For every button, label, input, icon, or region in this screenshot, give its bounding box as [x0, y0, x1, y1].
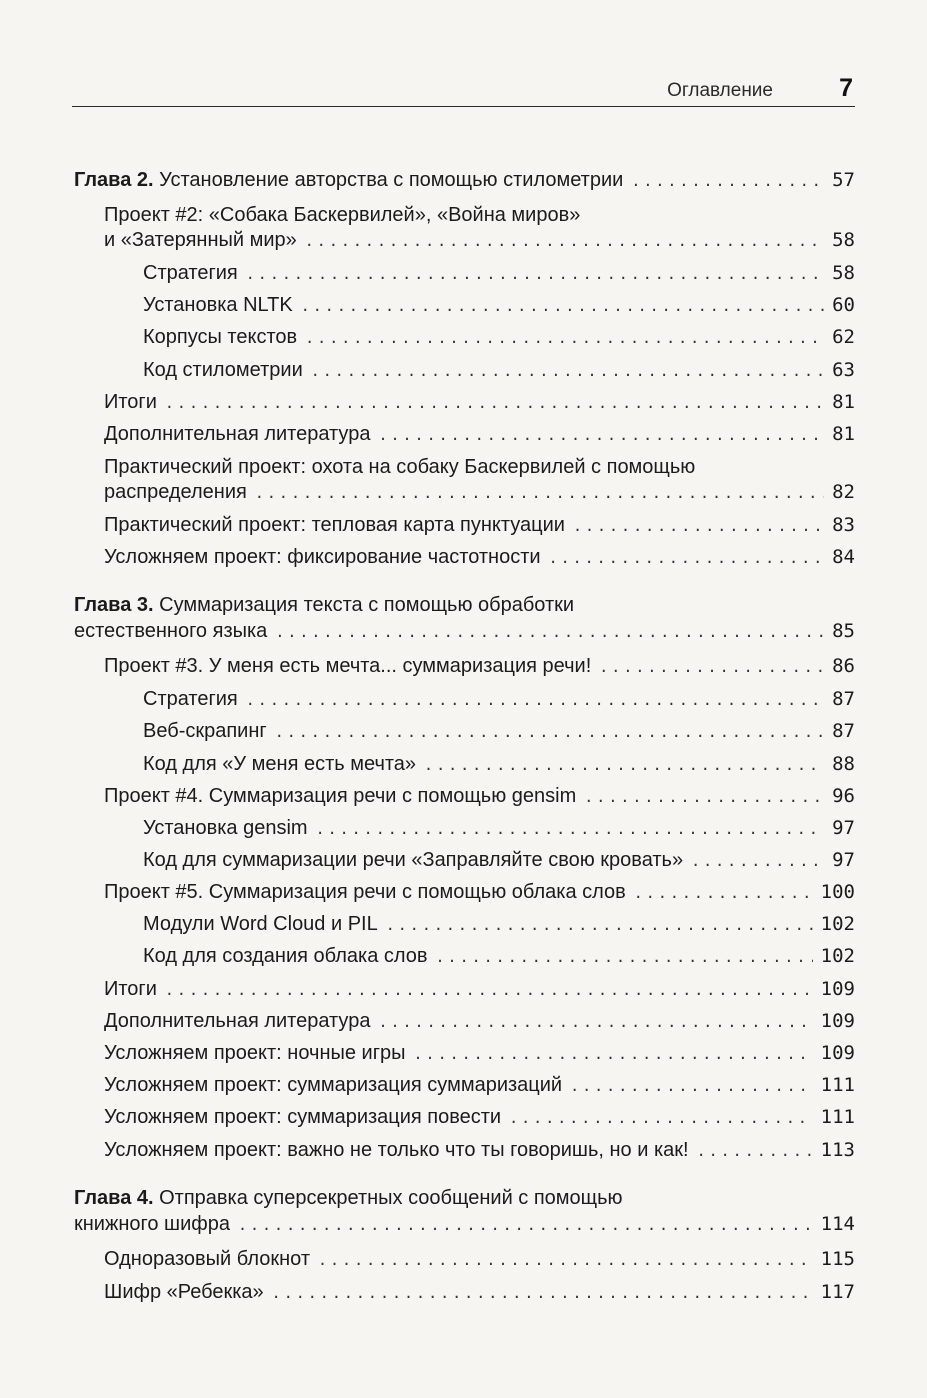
- toc-entry[interactable]: [104, 1104, 855, 1130]
- entry-page: 58: [832, 229, 855, 251]
- header-title: Оглавление: [667, 80, 773, 101]
- entry-page: 109: [820, 978, 855, 1000]
- toc-entry[interactable]: [143, 718, 855, 744]
- entry-page: 87: [832, 720, 855, 742]
- entry-title: Стратегия: [143, 688, 238, 710]
- entry-page: 81: [832, 423, 855, 445]
- leader-dots: [691, 848, 824, 874]
- toc-entry[interactable]: [104, 389, 855, 415]
- entry-title-line1: [74, 592, 574, 618]
- leader-dots: [238, 1212, 813, 1238]
- entry-page: 115: [820, 1248, 855, 1270]
- entry-page: 63: [832, 359, 855, 381]
- entry-page: 82: [832, 481, 855, 503]
- chapter-label: Глава 4.: [74, 1187, 154, 1209]
- toc-entry[interactable]: [104, 1008, 855, 1034]
- toc-entry[interactable]: [143, 751, 855, 777]
- entry-page: 88: [832, 753, 855, 775]
- toc-entry[interactable]: [104, 1279, 855, 1305]
- toc-entry[interactable]: [104, 1040, 855, 1066]
- entry-title: Дополнительная литература: [104, 1010, 371, 1032]
- leader-dots: [599, 654, 824, 680]
- entry-title: книжного шифра: [74, 1213, 230, 1235]
- toc-entry[interactable]: [143, 686, 855, 712]
- leader-dots: [305, 325, 824, 351]
- entry-page: 109: [820, 1010, 855, 1032]
- leader-dots: [436, 944, 813, 970]
- leader-dots: [414, 1041, 813, 1067]
- entry-title: Шифр «Ребекка»: [104, 1281, 264, 1303]
- entry-title: Установление авторства с помощью стилометрии: [153, 169, 624, 191]
- entry-page: 113: [820, 1139, 855, 1161]
- leader-dots: [697, 1138, 813, 1164]
- leader-dots: [311, 358, 824, 384]
- leader-dots: [509, 1105, 813, 1131]
- leader-dots: [316, 816, 825, 842]
- entry-page: 83: [832, 514, 855, 536]
- entry-title: Стратегия: [143, 262, 238, 284]
- chapter-label: Глава 3.: [74, 594, 154, 616]
- chapter-label: Глава 2.: [74, 169, 154, 191]
- toc-entry[interactable]: [104, 1072, 855, 1098]
- toc-entry[interactable]: [104, 421, 855, 447]
- running-header: [72, 72, 855, 107]
- entry-title: Установка NLTK: [143, 294, 293, 316]
- leader-dots: [301, 293, 824, 319]
- entry-title: Модули Word Cloud и PIL: [143, 913, 378, 935]
- entry-title-line1: [74, 1185, 623, 1211]
- leader-dots: [549, 545, 825, 571]
- entry-page: 114: [820, 1213, 855, 1235]
- entry-title: Одноразовый блокнот: [104, 1248, 310, 1270]
- entry-title: Код для суммаризации речи «Заправляйте свою кровать»: [143, 849, 684, 871]
- entry-title-line1: Практический проект: охота на собаку Баскервилей с помощью: [104, 456, 696, 478]
- entry-title: Установка gensim: [143, 817, 308, 839]
- entry-page: 109: [820, 1042, 855, 1064]
- entry-title: Усложняем проект: ночные игры: [104, 1042, 406, 1064]
- leader-dots: [165, 977, 813, 1003]
- leader-dots: [584, 784, 824, 810]
- toc-entry[interactable]: [104, 653, 855, 679]
- entry-title-part: Отправка суперсекретных сообщений с помощью: [153, 1187, 623, 1209]
- entry-title: Практический проект: тепловая карта пунктуации: [104, 514, 565, 536]
- toc-entry-chapter-2[interactable]: [74, 167, 855, 193]
- entry-title: и «Затерянный мир»: [104, 229, 297, 251]
- toc-entry[interactable]: [104, 976, 855, 1002]
- leader-dots: [275, 619, 824, 645]
- entry-title: Корпусы текстов: [143, 326, 298, 348]
- toc-entry[interactable]: [143, 911, 855, 937]
- entry-page: 111: [820, 1074, 855, 1096]
- entry-page: 87: [832, 688, 855, 710]
- entry-page: 117: [820, 1281, 855, 1303]
- toc-entry[interactable]: [143, 815, 855, 841]
- entry-page: 102: [820, 945, 855, 967]
- leader-dots: [255, 480, 824, 506]
- entry-page: 57: [832, 169, 855, 191]
- entry-title-part: Суммаризация текста с помощью обработки: [153, 594, 575, 616]
- toc-entry[interactable]: [104, 544, 855, 570]
- entry-title: естественного языка: [74, 620, 268, 642]
- leader-dots: [573, 513, 824, 539]
- entry-page: 62: [832, 326, 855, 348]
- entry-title: Итоги: [104, 391, 157, 413]
- toc-entry-chapter-4[interactable]: [74, 1211, 855, 1237]
- entry-title: Проект #5. Суммаризация речи с помощью облака слов: [104, 881, 626, 903]
- leader-dots: [272, 1280, 813, 1306]
- entry-title: Код для создания облака слов: [143, 945, 428, 967]
- leader-dots: [570, 1073, 813, 1099]
- entry-page: 96: [832, 785, 855, 807]
- leader-dots: [165, 390, 824, 416]
- entry-page: 111: [820, 1106, 855, 1128]
- leader-dots: [318, 1247, 813, 1273]
- toc-entry[interactable]: [104, 1246, 855, 1272]
- entry-title: Усложняем проект: важно не только что ты говоришь, но и как!: [104, 1139, 689, 1161]
- entry-title: Усложняем проект: фиксирование частотности: [104, 546, 541, 568]
- entry-title: Веб-скрапинг: [143, 720, 267, 742]
- toc-entry[interactable]: [104, 879, 855, 905]
- entry-page: 60: [832, 294, 855, 316]
- entry-page: 97: [832, 849, 855, 871]
- leader-dots: [275, 719, 824, 745]
- leader-dots: [246, 261, 824, 287]
- entry-title: Проект #4. Суммаризация речи с помощью gensim: [104, 785, 577, 807]
- leader-dots: [424, 752, 824, 778]
- toc-entry[interactable]: [104, 227, 855, 253]
- leader-dots: [386, 912, 813, 938]
- page-number: 7: [839, 74, 853, 102]
- toc-entry[interactable]: [104, 1137, 855, 1163]
- entry-page: 97: [832, 817, 855, 839]
- entry-page: 81: [832, 391, 855, 413]
- entry-page: 84: [832, 546, 855, 568]
- entry-title: Код стилометрии: [143, 359, 303, 381]
- entry-title: Итоги: [104, 978, 157, 1000]
- entry-page: 100: [820, 881, 855, 903]
- leader-dots: [378, 422, 824, 448]
- leader-dots: [246, 687, 824, 713]
- toc-entry[interactable]: [143, 357, 855, 383]
- entry-title: Код для «У меня есть мечта»: [143, 753, 417, 775]
- entry-title: Проект #3. У меня есть мечта... суммаризация речи!: [104, 655, 592, 677]
- toc-entry[interactable]: [143, 260, 855, 286]
- toc-entry[interactable]: [143, 292, 855, 318]
- entry-page: 102: [820, 913, 855, 935]
- toc-entry[interactable]: [104, 479, 855, 505]
- entry-title: Дополнительная литература: [104, 423, 371, 445]
- toc-entry-chapter-3[interactable]: [74, 618, 855, 644]
- toc-entry[interactable]: [104, 512, 855, 538]
- leader-dots: [631, 168, 824, 194]
- entry-title-line1: Проект #2: «Собака Баскервилей», «Война миров»: [104, 204, 581, 226]
- entry-title: Усложняем проект: суммаризация повести: [104, 1106, 502, 1128]
- toc-entry[interactable]: [143, 943, 855, 969]
- entry-page: 85: [832, 620, 855, 642]
- toc-entry[interactable]: [143, 324, 855, 350]
- entry-title: распределения: [104, 481, 247, 503]
- entry-title: Усложняем проект: суммаризация суммаризаций: [104, 1074, 563, 1096]
- toc-entry[interactable]: [104, 783, 855, 809]
- toc-entry[interactable]: [143, 847, 855, 873]
- entry-page: 86: [832, 655, 855, 677]
- leader-dots: [305, 228, 824, 254]
- entry-page: 58: [832, 262, 855, 284]
- leader-dots: [378, 1009, 812, 1035]
- leader-dots: [634, 880, 813, 906]
